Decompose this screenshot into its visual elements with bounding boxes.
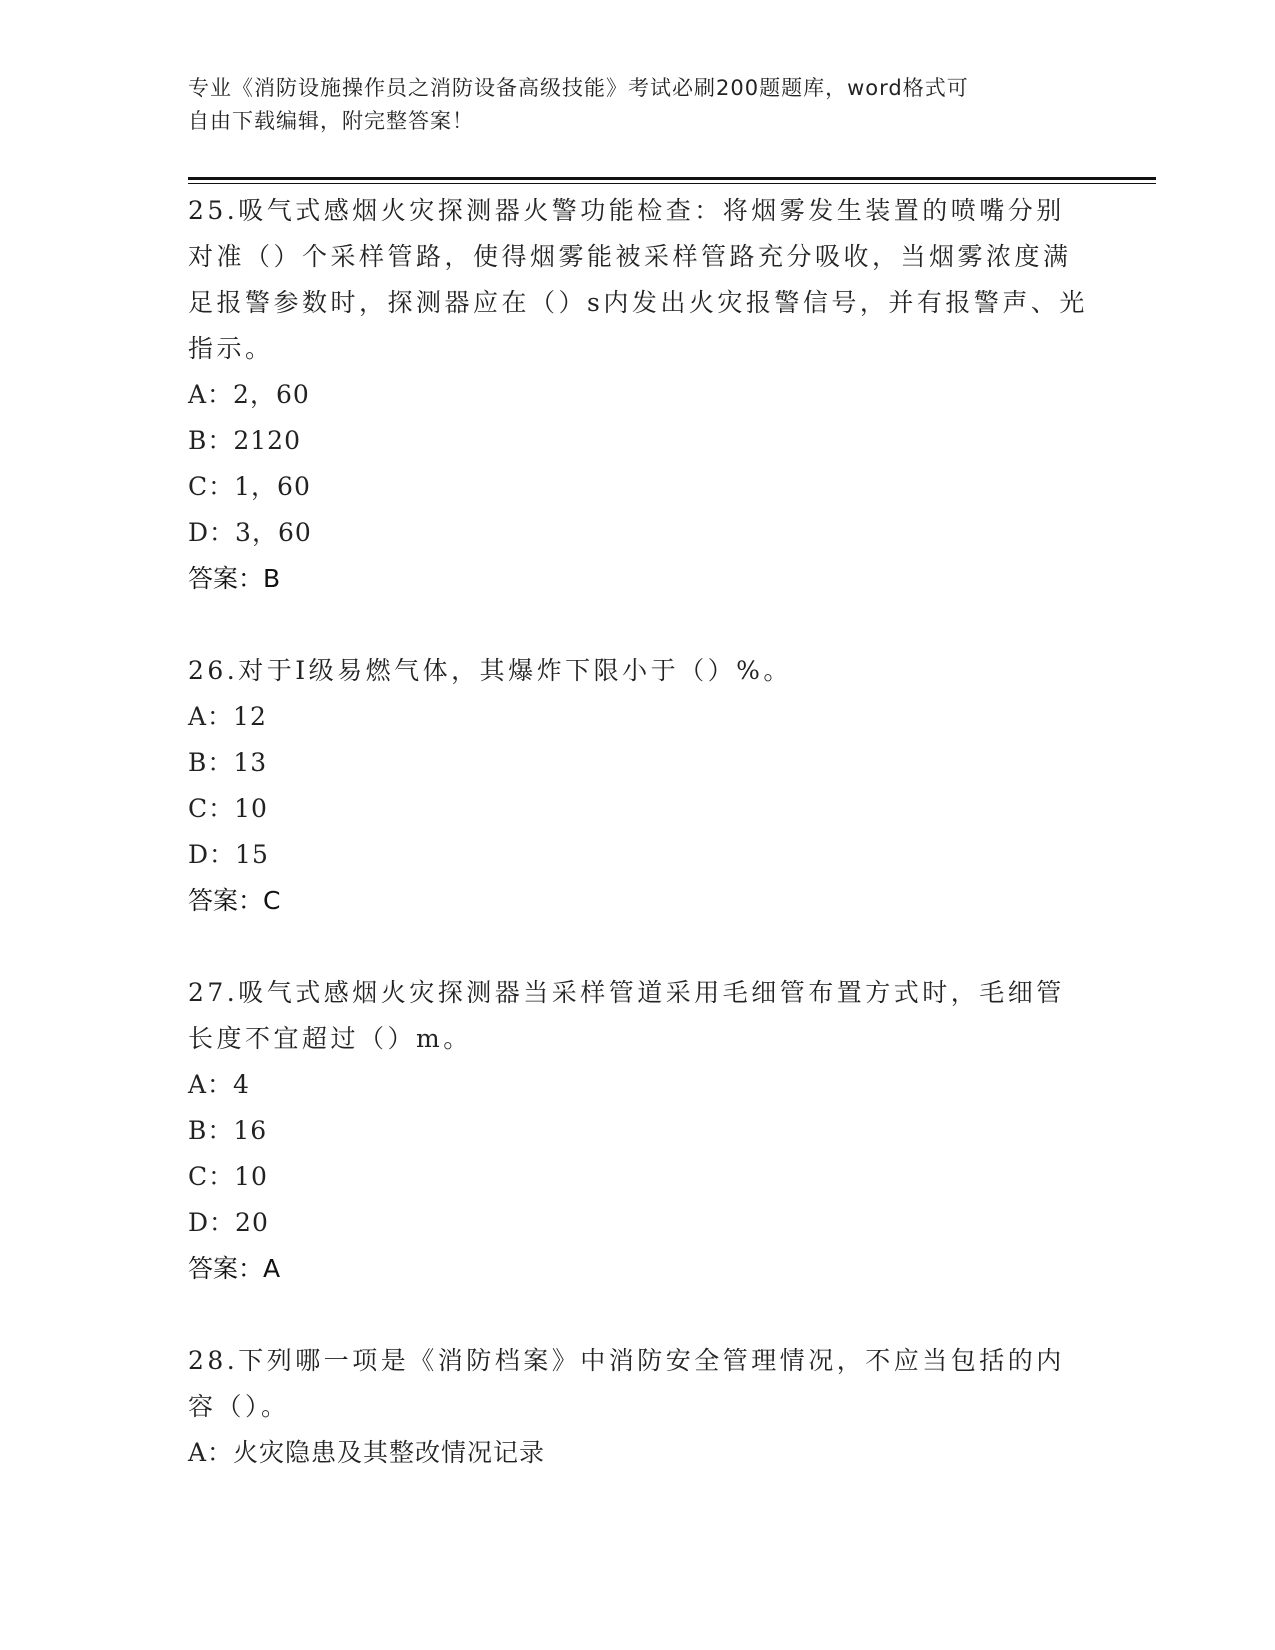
option-c: C：1，60: [188, 472, 311, 501]
question-text: 28.下列哪一项是《消防档案》中消防安全管理情况，不应当包括的内容（）。: [188, 1346, 1065, 1421]
option-a: A：2，60: [188, 380, 310, 409]
header-divider-thick: [188, 177, 1156, 180]
option-d: D：15: [188, 840, 269, 869]
question-text: 25.吸气式感烟火灾探测器火警功能检查：将烟雾发生装置的喷嘴分别对准（）个采样管路，使得烟雾能被采样管路充分吸收，当烟雾浓度满足报警参数时，探测器应在（）s内发出火灾报警信号，并有报警声、光指示。: [188, 196, 1088, 363]
option-a: A：12: [188, 702, 267, 731]
option-b: B：13: [188, 748, 268, 777]
document-header: [188, 72, 1088, 138]
answer-line: 答案：C: [188, 886, 281, 915]
option-c: C：10: [188, 794, 268, 823]
question-27: [188, 970, 1088, 1292]
question-list: [188, 188, 1088, 1522]
header-line-2: 自由下载编辑，附完整答案！: [188, 109, 474, 133]
option-d: D：3，60: [188, 518, 312, 547]
question-25: [188, 188, 1088, 602]
question-text: 26.对于Ⅰ级易燃气体，其爆炸下限小于（）%。: [188, 656, 792, 685]
answer-line: 答案：B: [188, 564, 281, 593]
option-b: B：16: [188, 1116, 268, 1145]
question-text: 27.吸气式感烟火灾探测器当采样管道采用毛细管布置方式时，毛细管长度不宜超过（）m。: [188, 978, 1065, 1053]
header-divider-thin: [188, 183, 1156, 184]
option-a: A：火灾隐患及其整改情况记录: [188, 1438, 546, 1467]
question-28: [188, 1338, 1088, 1476]
option-c: C：10: [188, 1162, 268, 1191]
answer-line: 答案：A: [188, 1254, 281, 1283]
option-b: B：2120: [188, 426, 301, 455]
header-line-1: 专业《消防设施操作员之消防设备高级技能》考试必刷200题题库，word格式可: [188, 76, 969, 100]
option-d: D：20: [188, 1208, 269, 1237]
option-a: A：4: [188, 1070, 250, 1099]
question-26: [188, 648, 1088, 924]
